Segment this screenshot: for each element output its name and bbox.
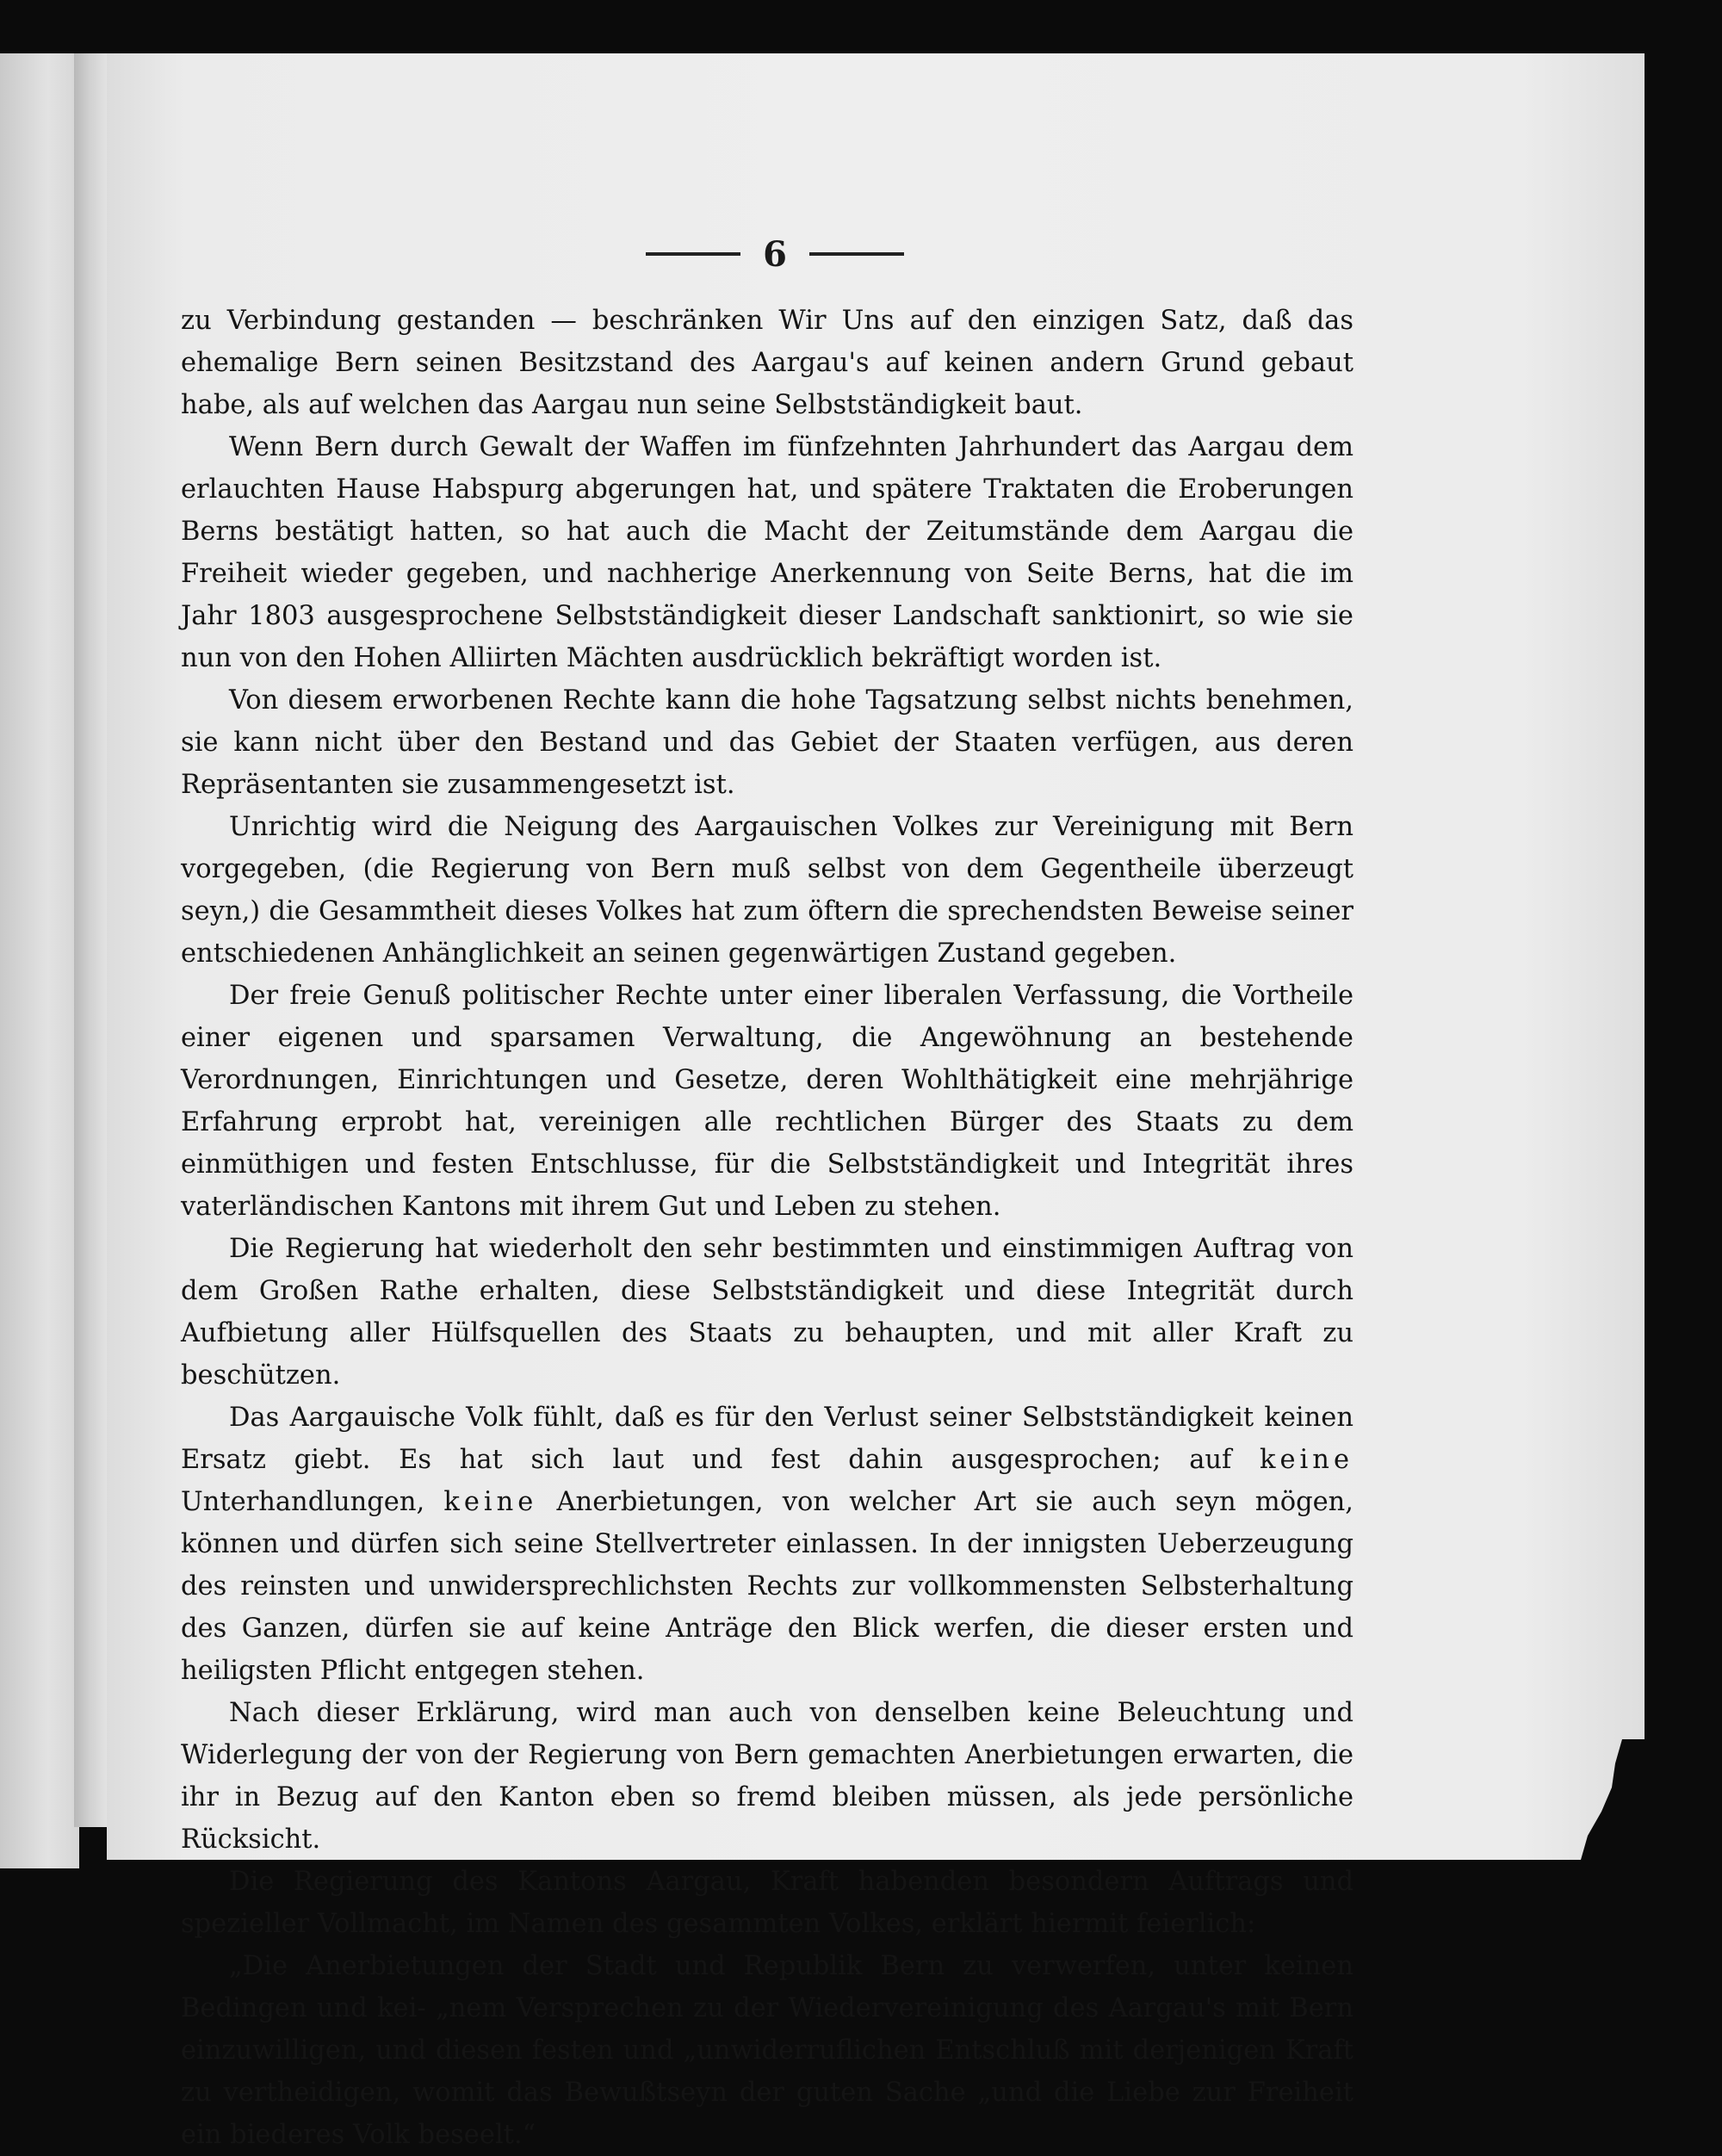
header-rule-right (809, 252, 904, 256)
paragraph-9: Die Regierung des Kantons Aargau, Kraft habenden besondern Auftrags und spezieller Vollmacht, im Namen des gesammten Volkes, erklärt hiermit feierlich: (181, 1867, 1353, 1939)
paragraph-2: Wenn Bern durch Gewalt der Waffen im fünfzehnten Jahrhundert das Aargau dem erlauchten Hause Habspurg abgerungen hat, und spätere Traktaten die Eroberungen Berns bestätigt hatten, so hat auch die Macht der Zeitumstände dem Aargau die Freiheit wieder gegeben, und nachherige Anerkennung von Seite Berns, hat die im Jahr 1803 ausgesprochene Selbstständigkeit dieser Landschaft sanktionirt, so wie sie nun von den Hohen Alliirten Mächten ausdrücklich bekräftigt worden ist. (181, 432, 1353, 673)
paragraph-7-part-3: Anerbietungen, von welcher Art sie auch seyn mögen, können und dürfen sich seine Stellvertreter einlassen. In der innigsten Ueberzeugung des reinsten und unwidersprechlichsten Rechts zur vollkommensten Selbsterhaltung des Ganzen, dürfen sie auf keine Anträge den Blick werfen, die dieser ersten und heiligsten Pflicht entgegen stehen. (181, 1487, 1353, 1686)
emphasis-keine-1: keine (1260, 1445, 1353, 1475)
paragraph-1: zu Verbindung gestanden — beschränken Wir Uns auf den einzigen Satz, daß das ehemalige Bern seinen Besitzstand des Aargau's auf keinen andern Grund gebaut habe, als auf welchen das Aargau nun seine Selbstständigkeit baut. (181, 306, 1353, 420)
paragraph-7 (181, 1397, 1353, 1692)
paragraph-8: Nach dieser Erklärung, wird man auch von denselben keine Beleuchtung und Widerlegung der von der Regierung von Bern gemachten Anerbietungen erwarten, die ihr in Bezug auf den Kanton eben so fremd bleiben müssen, als jede persönliche Rücksicht. (181, 1698, 1353, 1855)
paragraph-5: Der freie Genuß politischer Rechte unter einer liberalen Verfassung, die Vortheile einer eigenen und sparsamen Verwaltung, die Angewöhnung an bestehende Verordnungen, Einrichtungen und Gesetze, deren Wohlthätigkeit eine mehrjährige Erfahrung erprobt hat, vereinigen alle rechtlichen Bürger des Staats zu dem einmüthigen und festen Entschlusse, für die Selbstständigkeit und Integrität ihres vaterländischen Kantons mit ihrem Gut und Leben zu stehen. (181, 981, 1353, 1222)
body-text (181, 300, 1353, 2156)
declaration-quote: „Die Anerbietungen der Stadt und Republik Bern zu verwerfen, unter keinen Bedingen und kei- „nem Versprechen zu der Wiedervereinigung des Aargau's mit Bern einzuwilligen, und diesen festen und „unwiderruflichen Entschluß mit derjenigen Kraft zu vertheidigen, womit das Bewußtseyn der guten Sache „und die Liebe zur Freiheit ein biederes Volk beseelt.“ (181, 1951, 1353, 2150)
page-number: 6 (763, 233, 787, 275)
header-rule-left (646, 252, 740, 256)
facing-page-edge (0, 53, 79, 1868)
paragraph-4: Unrichtig wird die Neigung des Aargauischen Volkes zur Vereinigung mit Bern vorgegeben, (die Regierung von Bern muß selbst von dem Gegentheile überzeugt seyn,) die Gesammtheit dieses Volkes hat zum öftern die sprechendsten Beweise seiner entschiedenen Anhänglichkeit an seinen gegenwärtigen Zustand gegeben. (181, 812, 1353, 969)
paragraph-3: Von diesem erworbenen Rechte kann die hohe Tagsatzung selbst nichts benehmen, sie kann nicht über den Bestand und das Gebiet der Staaten verfügen, aus deren Repräsentanten sie zusammengesetzt ist. (181, 685, 1353, 800)
paragraph-7-part-1: Das Aargauische Volk fühlt, daß es für den Verlust seiner Selbstständigkeit keinen Ersatz giebt. Es hat sich laut und fest dahin ausgesprochen; auf (181, 1403, 1353, 1475)
paragraph-6: Die Regierung hat wiederholt den sehr bestimmten und einstimmigen Auftrag von dem Großen Rathe erhalten, diese Selbstständigkeit und diese Integrität durch Aufbietung aller Hülfsquellen des Staats zu behaupten, und mit aller Kraft zu beschützen. (181, 1234, 1353, 1391)
paragraph-7-part-2: Unterhandlungen, (181, 1487, 444, 1517)
page-header (629, 232, 921, 276)
emphasis-keine-2: keine (443, 1487, 538, 1517)
